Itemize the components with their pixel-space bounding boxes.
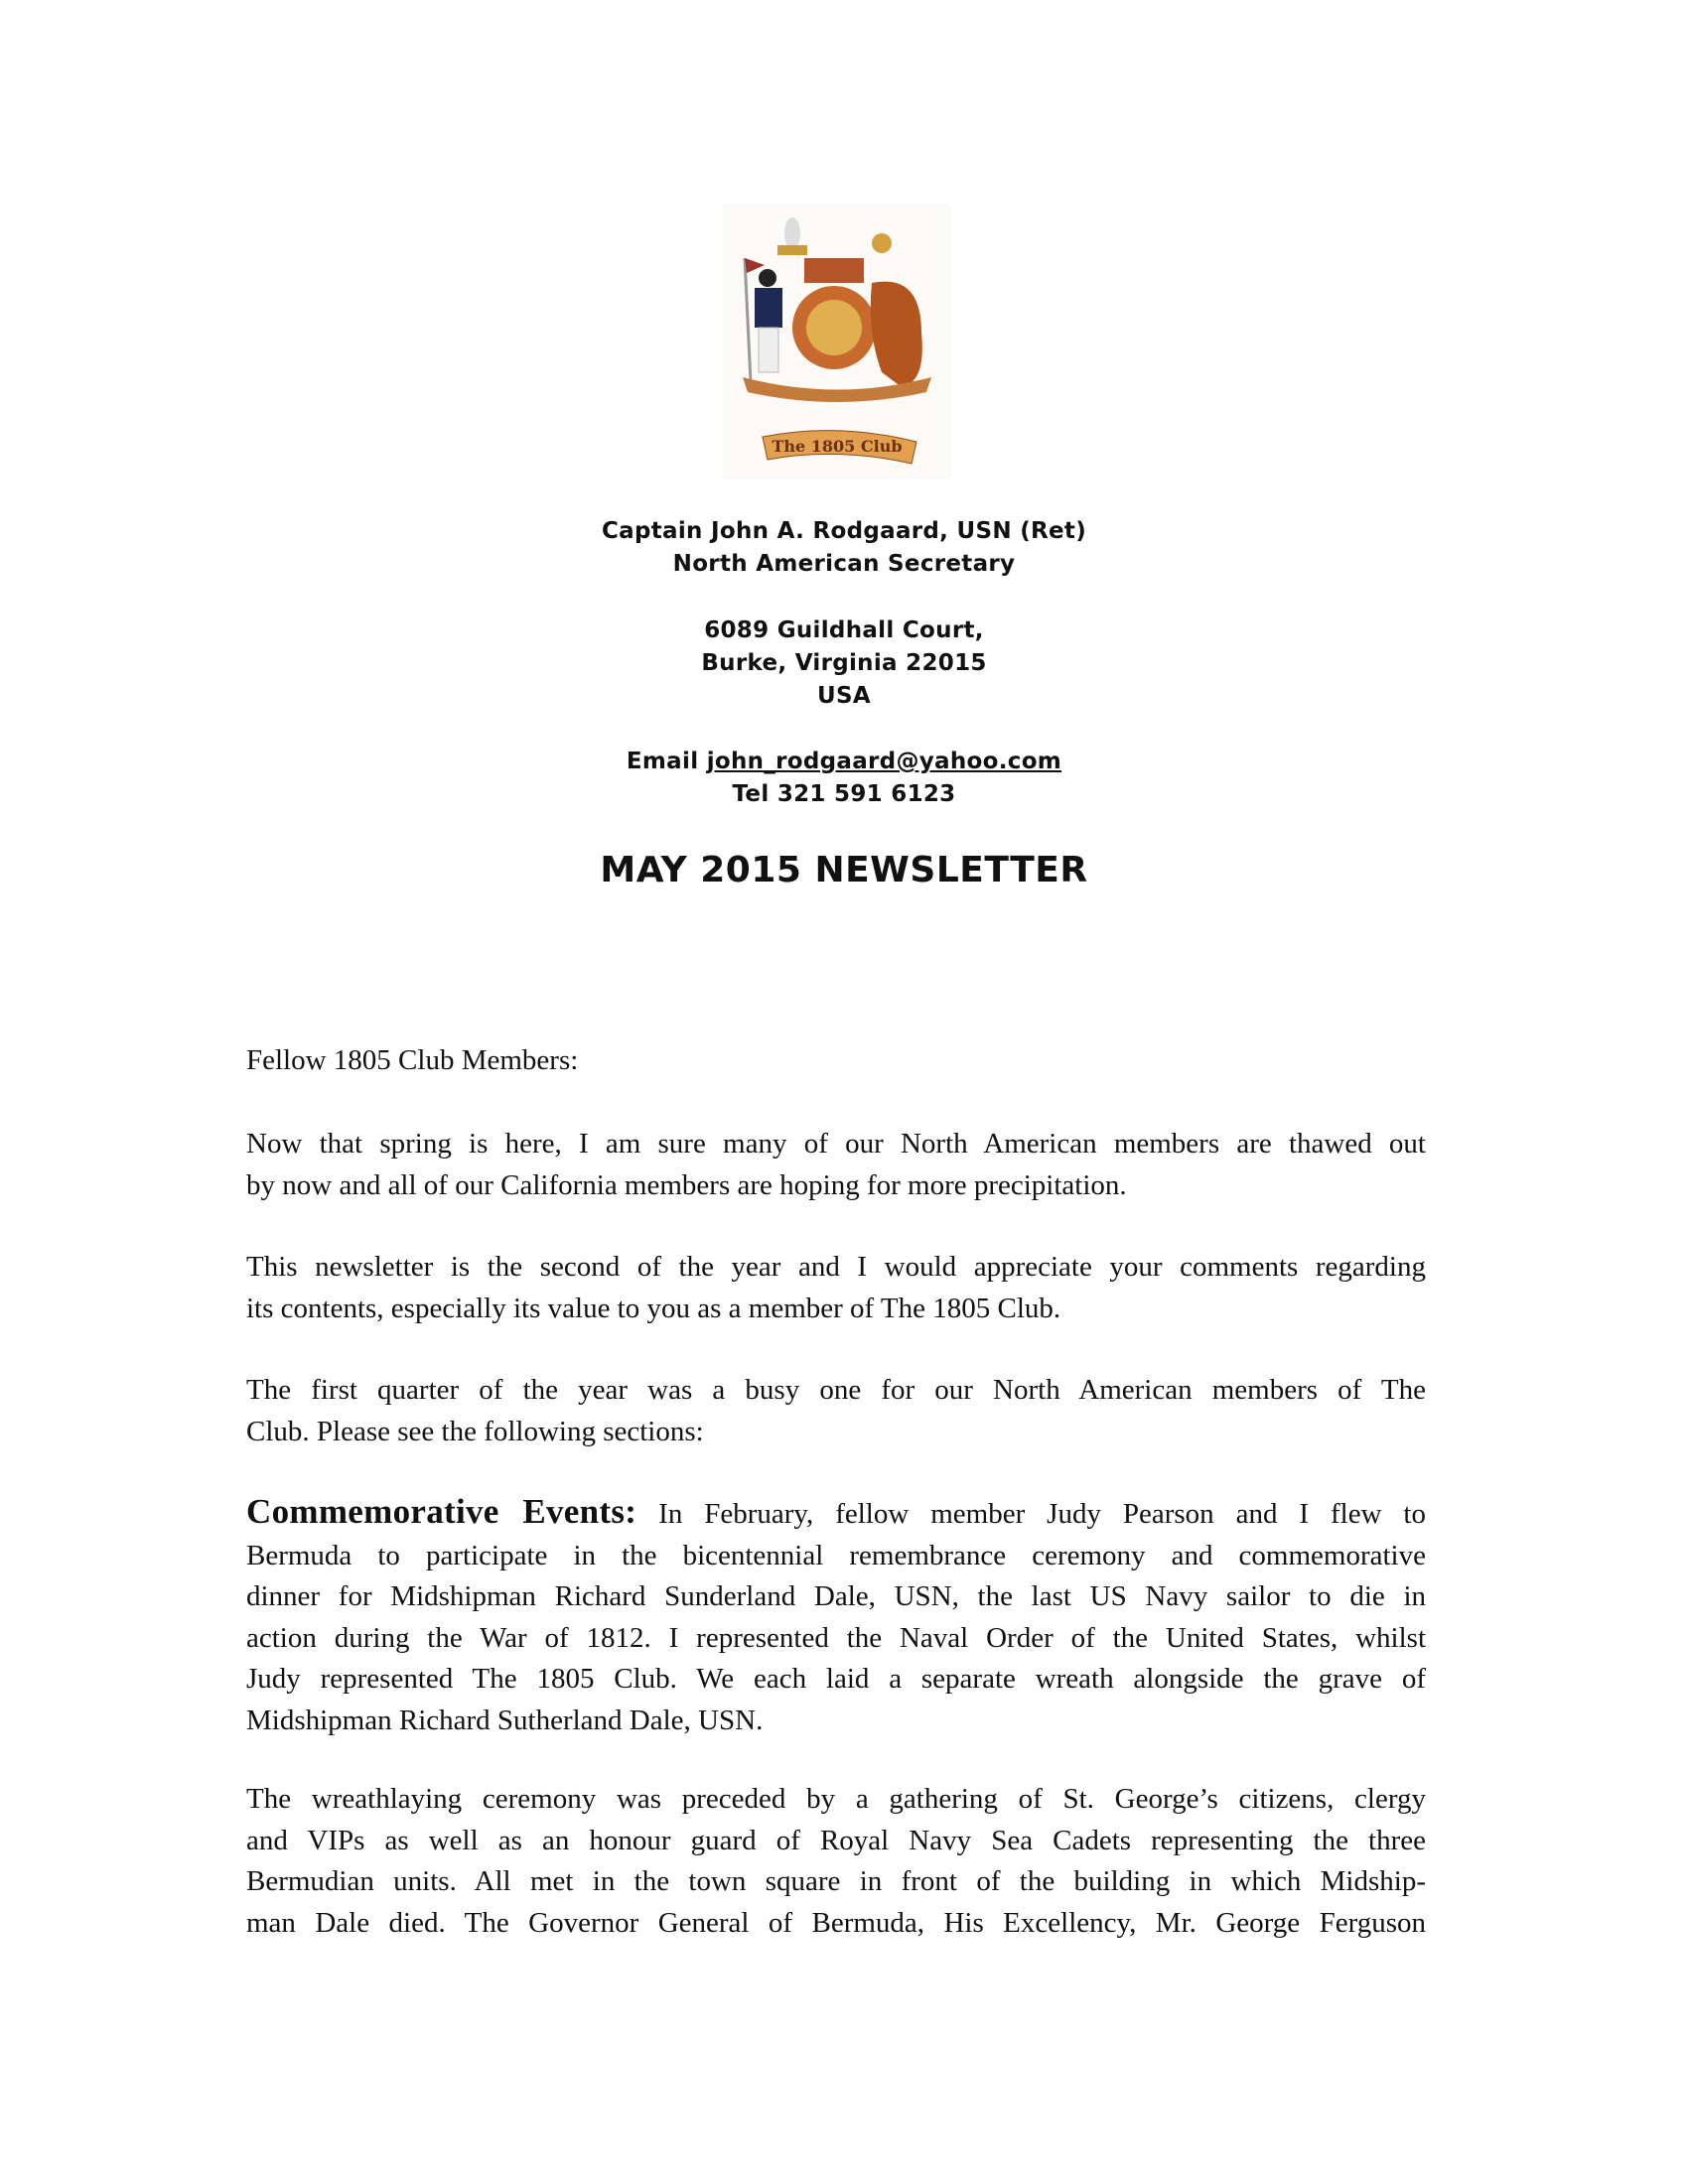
- text-span: In February, fellow member Judy Pearson and I flew to: [636, 1498, 1426, 1530]
- secretary-role: North American Secretary: [672, 551, 1016, 577]
- email-link[interactable]: john_rodgaard@yahoo.com: [706, 749, 1062, 774]
- text-line: The wreathlaying ceremony was preceded by a gathering of St. George’s citizens, clergy: [246, 1783, 1426, 1815]
- text-line: Bermudian units. All met in the town square in front of the building in which Midship-: [246, 1865, 1426, 1898]
- text-line: [246, 1491, 1426, 1536]
- text-line: Now that spring is here, I am sure many of our North American members are thawed out: [246, 1128, 1426, 1160]
- paragraph-intro: [246, 1124, 1426, 1206]
- section-commemorative-events: [246, 1491, 1426, 1742]
- address-country: USA: [817, 683, 871, 709]
- text-line: and VIPs as well as an honour guard of Royal Navy Sea Cadets representing the three: [246, 1824, 1426, 1856]
- telephone: Tel 321 591 6123: [732, 781, 956, 807]
- text-line: Midshipman Richard Sutherland Dale, USN.: [246, 1704, 764, 1736]
- logo-banner-text: The 1805 Club: [772, 437, 903, 456]
- secretary-name: Captain John A. Rodgaard, USN (Ret): [601, 518, 1087, 544]
- text-line: by now and all of our California members are hoping for more precipitation.: [246, 1168, 1127, 1201]
- address-line-2: Burke, Virginia 22015: [701, 650, 987, 676]
- address-line-1: 6089 Guildhall Court,: [704, 617, 984, 643]
- section-heading: Commemorative Events:: [246, 1492, 637, 1531]
- email-label: Email: [626, 749, 699, 774]
- email-line: [0, 746, 1688, 778]
- text-line: This newsletter is the second of the year and I would appreciate your comments regarding: [246, 1251, 1426, 1283]
- paragraph-newsletter: [246, 1247, 1426, 1329]
- text-line: man Dale died. The Governor General of Bermuda, His Excellency, Mr. George Ferguson: [246, 1906, 1426, 1939]
- text-line: Club. Please see the following sections:: [246, 1415, 704, 1447]
- salutation: Fellow 1805 Club Members:: [246, 1044, 579, 1076]
- text-line: dinner for Midshipman Richard Sunderland Dale, USN, the last US Navy sailor to die in: [246, 1580, 1426, 1613]
- text-line: The first quarter of the year was a busy one for our North American members of The: [246, 1374, 1426, 1406]
- text-line: action during the War of 1812. I represented the Naval Order of the United States, whilst: [246, 1621, 1426, 1654]
- club-coat-of-arms-logo: [723, 204, 951, 479]
- text-line: its contents, especially its value to you as a member of The 1805 Club.: [246, 1292, 1061, 1324]
- paragraph-first-quarter: [246, 1370, 1426, 1452]
- text-line: Bermuda to participate in the bicentennial remembrance ceremony and commemorative: [246, 1539, 1426, 1571]
- paragraph-wreathlaying: [246, 1779, 1426, 1944]
- text-line: Judy represented The 1805 Club. We each laid a separate wreath alongside the grave of: [246, 1663, 1426, 1696]
- newsletter-title: MAY 2015 NEWSLETTER: [600, 850, 1088, 890]
